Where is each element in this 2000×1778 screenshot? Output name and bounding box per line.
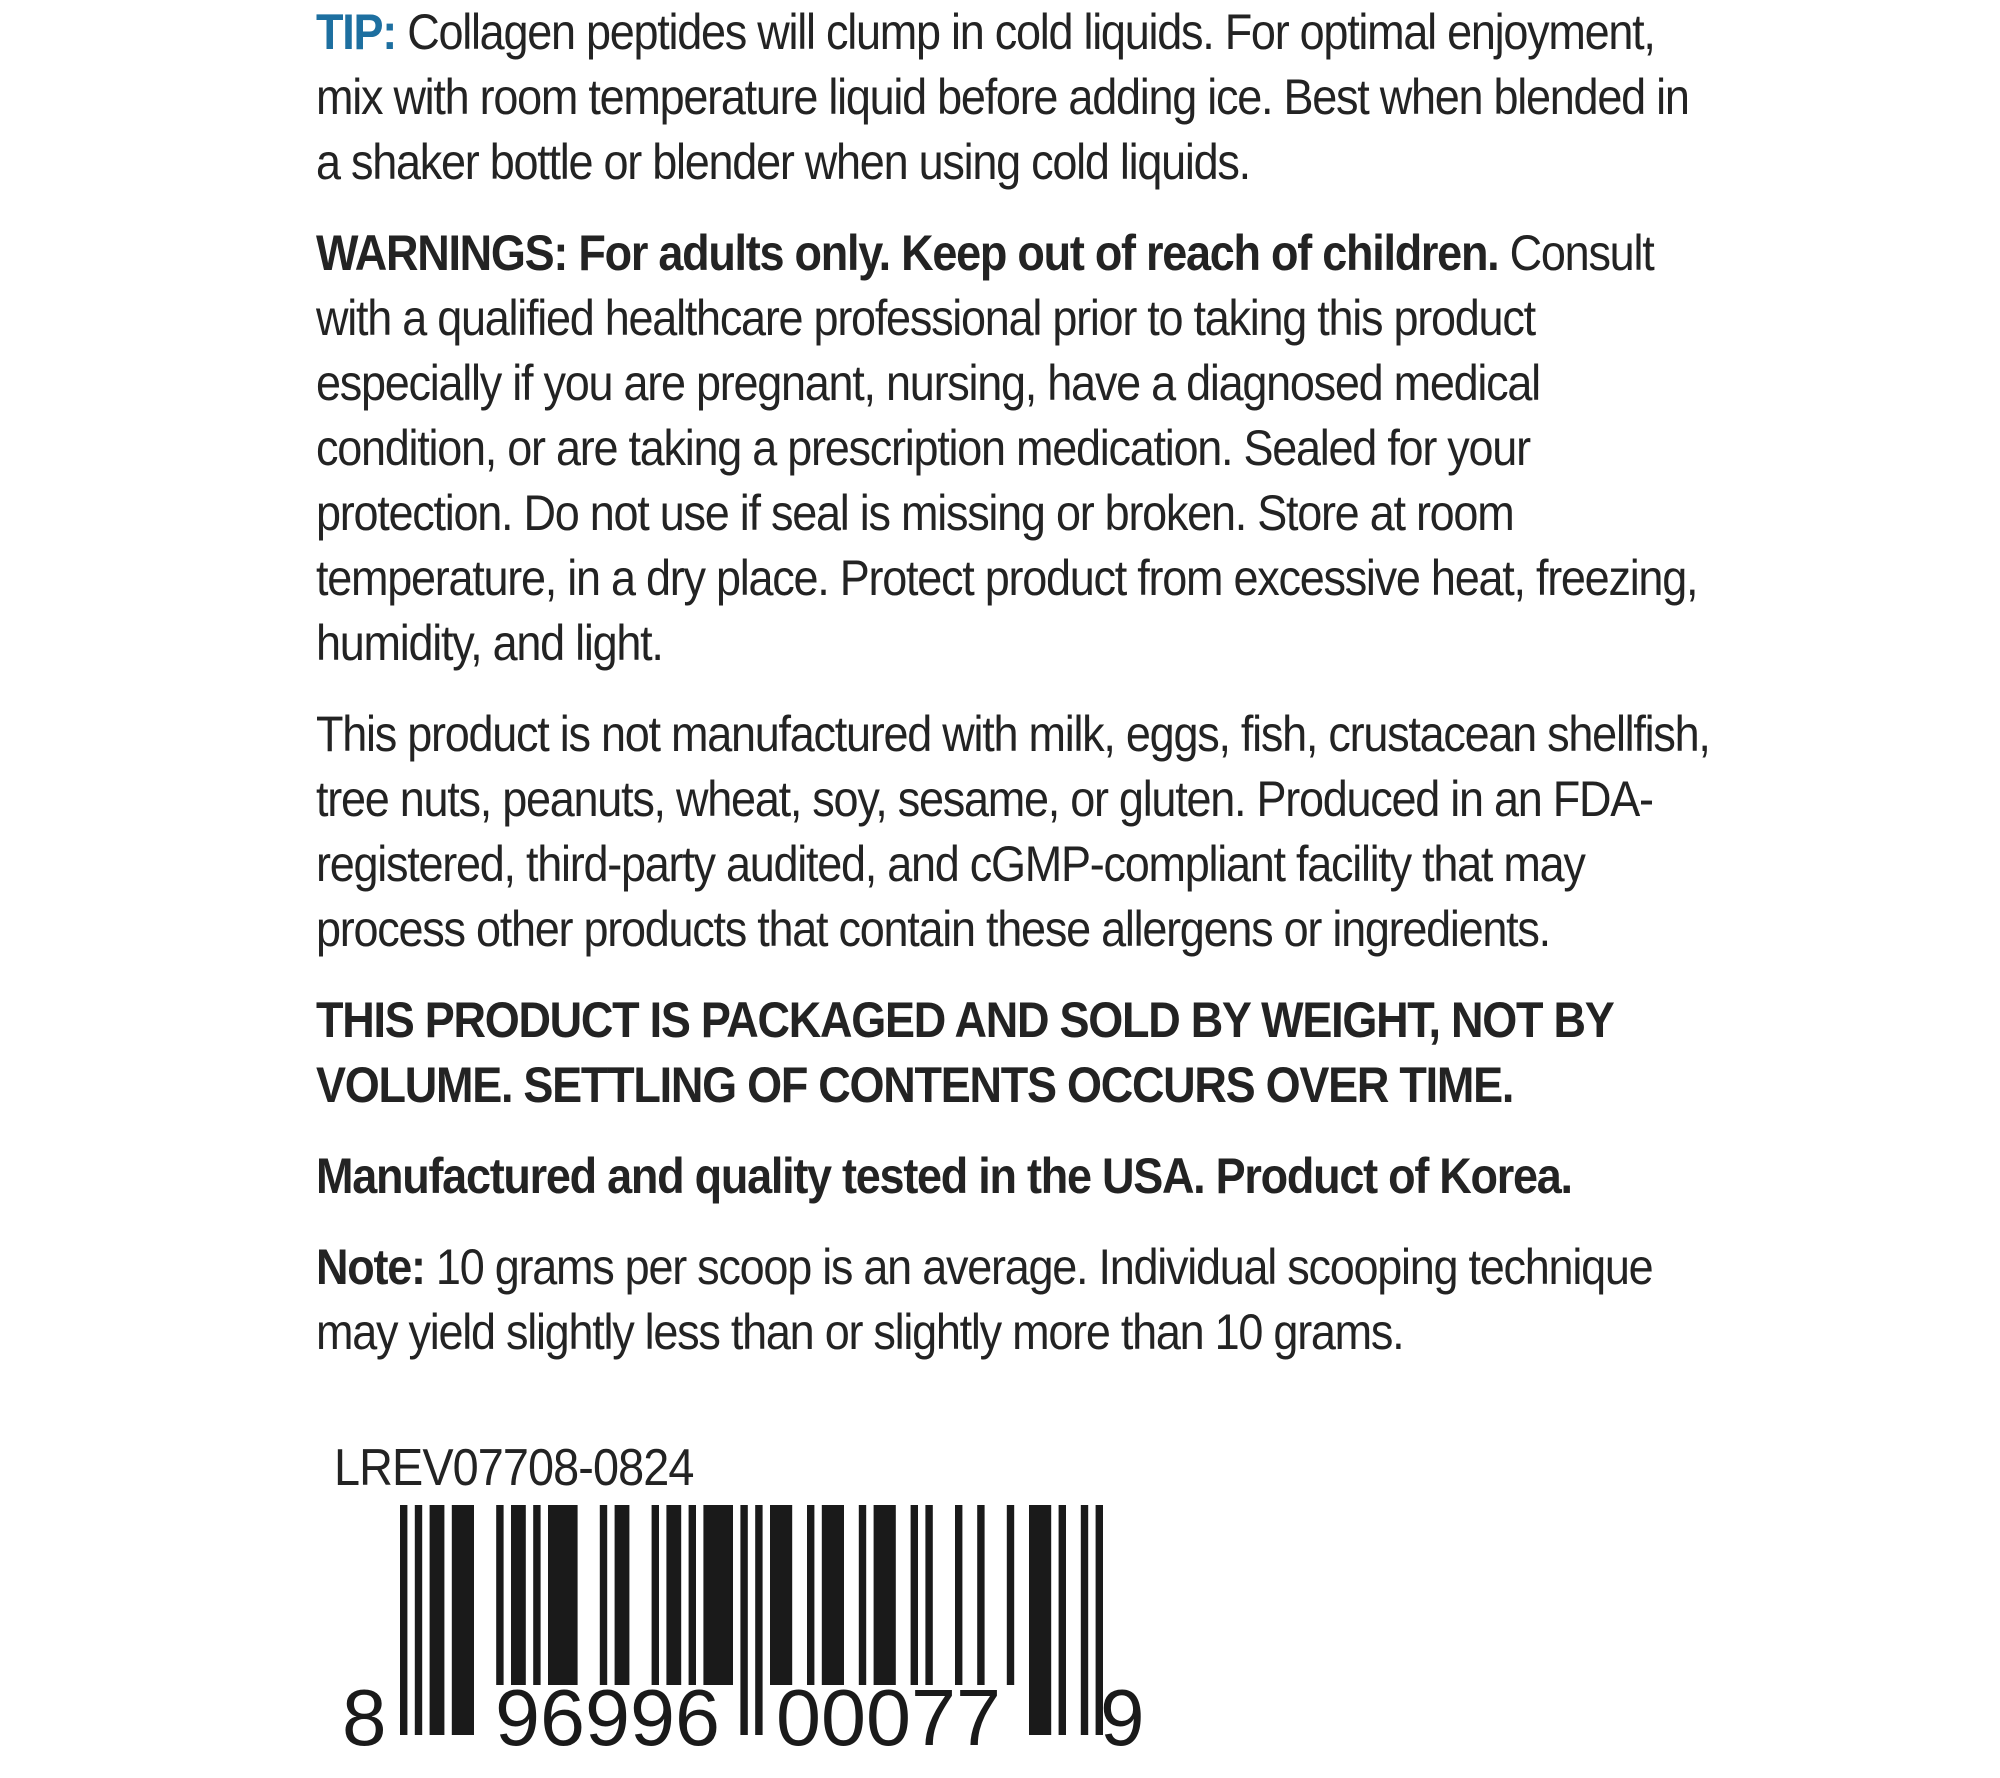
- barcode-bar: [452, 1505, 474, 1735]
- barcode-bar: [652, 1505, 659, 1685]
- barcode-bar: [1059, 1505, 1066, 1735]
- barcode-bar: [1029, 1505, 1051, 1735]
- origin-statement: Manufactured and quality tested in the USA. Product of Korea.: [316, 1148, 1572, 1204]
- barcode-bar: [925, 1505, 932, 1685]
- barcode-bar: [1081, 1505, 1088, 1735]
- barcode-bar: [689, 1505, 696, 1685]
- weight-notice: THIS PRODUCT IS PACKAGED AND SOLD BY WEIGHT, NOT BY VOLUME. SETTLING OF CONTENTS OCCURS OVER TIME.: [316, 992, 1613, 1113]
- barcode-bar: [807, 1505, 814, 1685]
- warnings-heading: WARNINGS: For adults only. Keep out of reach of children.: [316, 225, 1499, 281]
- warnings-text: Consult with a qualified healthcare professional prior to taking this product especially if you are pregnant, nursing, have a diagnosed medical condition, or are taking a prescription medication. Sealed for your protection. Do not use if seal is missing or broken. Store at room temperature, in a dry place. Protect product from excessive heat, freezing, humidity, and light.: [316, 225, 1698, 671]
- barcode-bar: [955, 1505, 962, 1685]
- barcode-bar: [511, 1505, 526, 1685]
- upc-barcode: [330, 1505, 1160, 1755]
- barcode-bar: [911, 1505, 918, 1685]
- allergen-statement: This product is not manufactured with milk, eggs, fish, crustacean shellfish, tree nuts, peanuts, wheat, soy, sesame, or gluten. Produced in an FDA-registered, third-party audited, and cGMP-compliant facility that may process other products that contain these allergens or ingredients.: [316, 706, 1710, 957]
- barcode-bar: [430, 1505, 445, 1735]
- barcode-check-digit: 9: [1100, 1673, 1145, 1755]
- barcode-system-digit: 8: [342, 1673, 387, 1755]
- barcode-bar: [400, 1505, 407, 1735]
- barcode-bar: [859, 1505, 866, 1685]
- barcode-bar: [822, 1505, 844, 1685]
- warnings-paragraph: [316, 221, 1720, 676]
- barcode-bar: [755, 1505, 762, 1735]
- barcode-bar: [770, 1505, 792, 1685]
- barcode-bar: [615, 1505, 630, 1685]
- product-label-text: [316, 0, 1736, 1391]
- lot-code: LREV07708-0824: [334, 1439, 694, 1497]
- barcode-bar: [666, 1505, 681, 1685]
- tip-text: Collagen peptides will clump in cold liquids. For optimal enjoyment, mix with room temperature liquid before adding ice. Best when blended in a shaker bottle or blender when using cold liquids.: [316, 4, 1689, 190]
- barcode-bar: [1007, 1505, 1014, 1685]
- barcode-left-digits: 96996: [495, 1673, 720, 1755]
- barcode-bar: [703, 1505, 733, 1685]
- note-paragraph: [316, 1235, 1720, 1365]
- barcode-right-digits: 00077: [776, 1673, 1001, 1755]
- barcode-bar: [740, 1505, 747, 1735]
- barcode-bar: [548, 1505, 578, 1685]
- barcode-bar: [415, 1505, 422, 1735]
- barcode-bar: [600, 1505, 607, 1685]
- barcode-bar: [874, 1505, 896, 1685]
- barcode-bar: [977, 1505, 984, 1685]
- note-text: 10 grams per scoop is an average. Individual scooping technique may yield slightly less than or slightly more than 10 grams.: [316, 1239, 1653, 1360]
- tip-paragraph: [316, 0, 1720, 195]
- barcode-bar: [496, 1505, 503, 1685]
- tip-label: TIP:: [316, 4, 396, 60]
- note-label: Note:: [316, 1239, 425, 1295]
- barcode-bar: [533, 1505, 540, 1685]
